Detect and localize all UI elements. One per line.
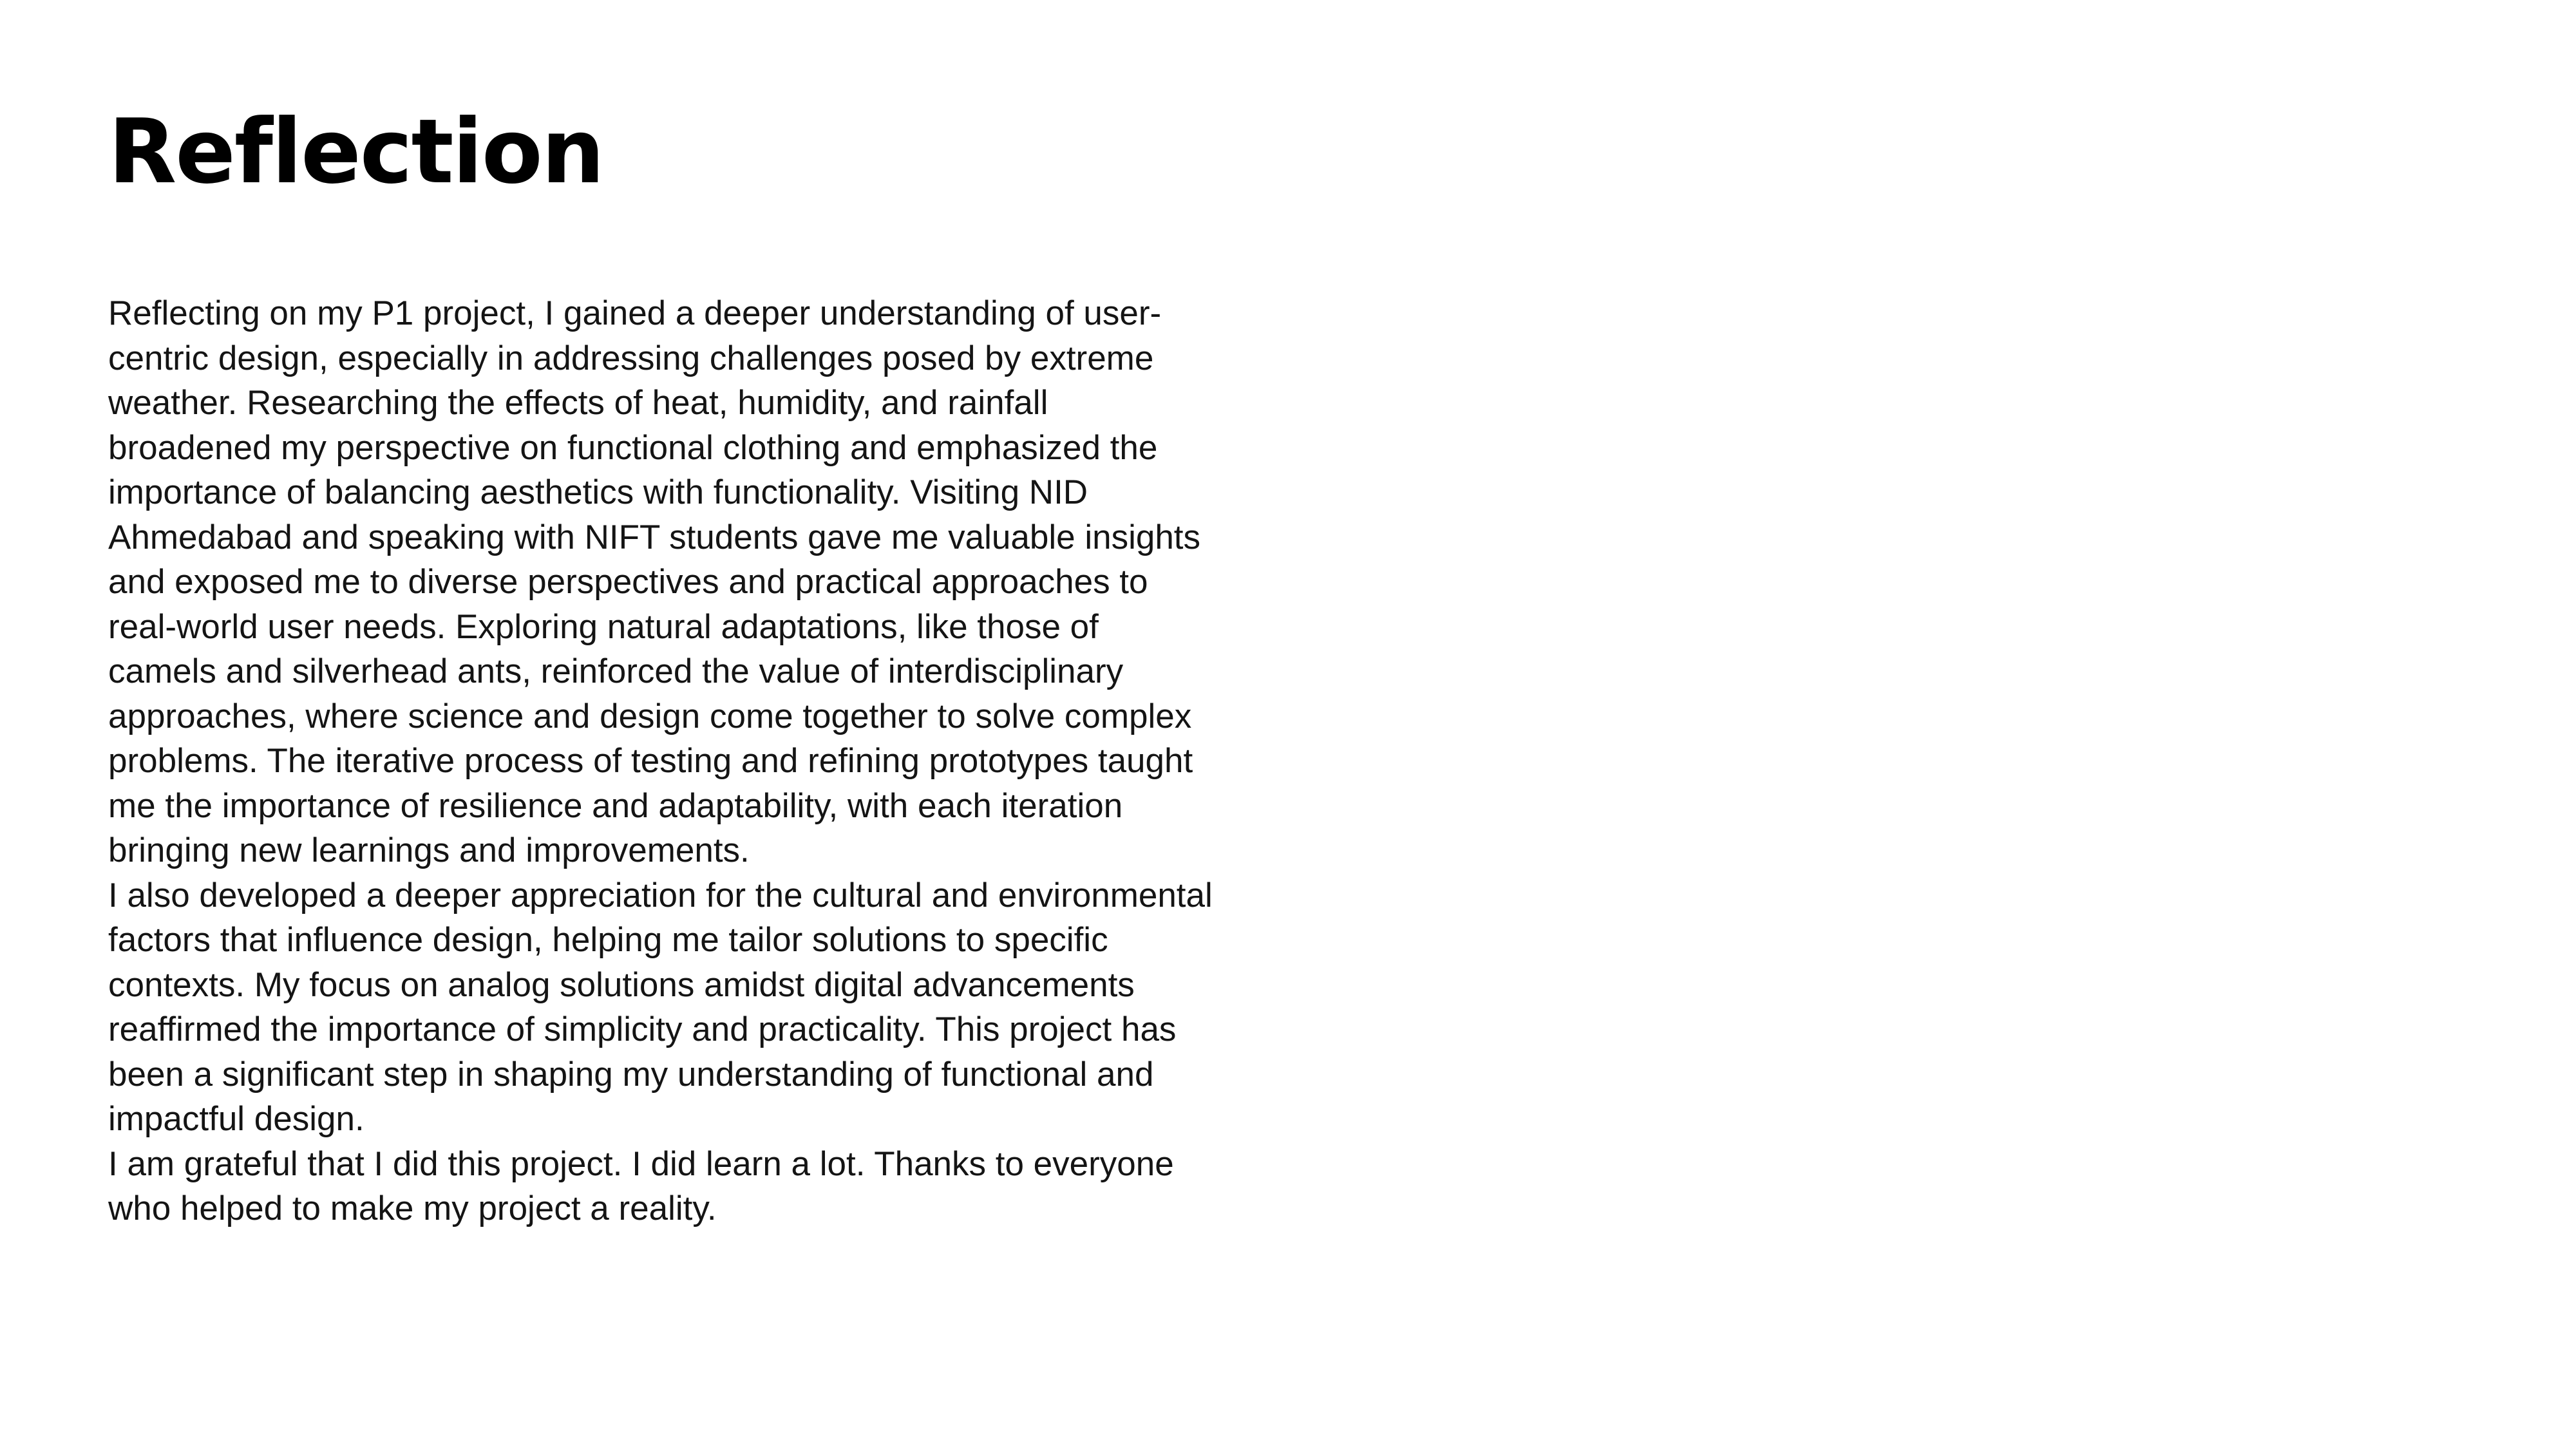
page-title: Reflection xyxy=(108,100,603,204)
paragraph-3: I am grateful that I did this project. I did learn a lot. Thanks to everyone who helped to make my project a reality. xyxy=(108,1144,1174,1227)
paragraph-2: I also developed a deeper appreciation for the cultural and environmental factors that influence design, helping me tailor solutions to specific contexts. My focus on analog solutions amidst digital advancements reaffirmed the importance of simplicity and practicality. This project has been a significant step in shaping my understanding of functional and impactful design. xyxy=(108,876,1213,1138)
reflection-body xyxy=(108,291,1216,1231)
paragraph-1: Reflecting on my P1 project, I gained a deeper understanding of user-centric design, especially in addressing challenges posed by extreme weather. Researching the effects of heat, humidity, and rainfall broadened my perspective on functional clothing and emphasized the importance of balancing aesthetics with functionality. Visiting NID Ahmedabad and speaking with NIFT students gave me valuable insights and exposed me to diverse perspectives and practical approaches to real-world user needs. Exploring natural adaptations, like those of camels and silverhead ants, reinforced the value of interdisciplinary approaches, where science and design come together to solve complex problems. The iterative process of testing and refining prototypes taught me the importance of resilience and adaptability, with each iteration bringing new learnings and improvements. xyxy=(108,294,1201,869)
